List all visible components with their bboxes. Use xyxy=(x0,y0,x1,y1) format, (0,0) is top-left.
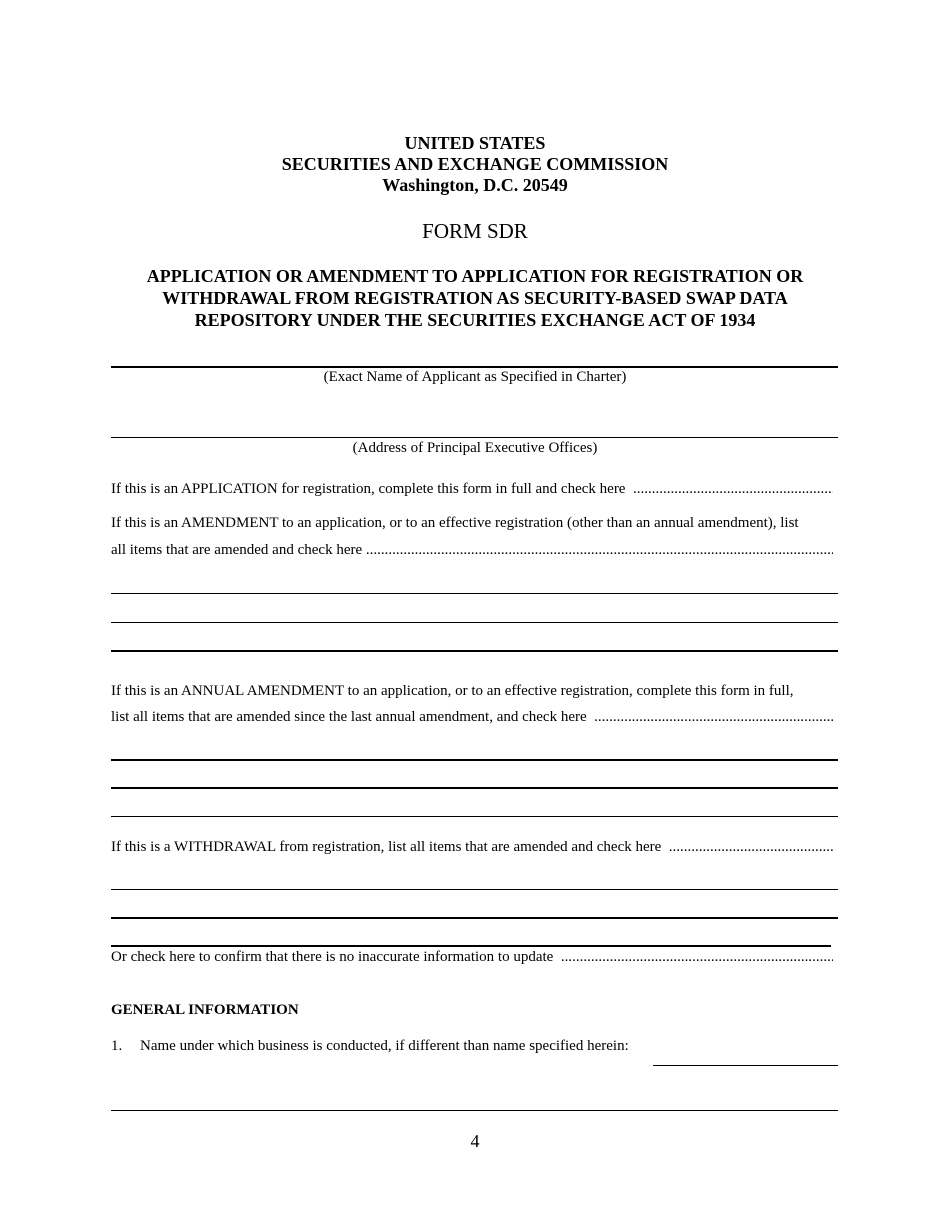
annual-items-field-2[interactable] xyxy=(111,787,838,789)
page-number: 4 xyxy=(470,1131,480,1151)
form-title: FORM SDR xyxy=(422,219,528,243)
withdrawal-items-field-1[interactable] xyxy=(111,889,838,890)
annual-amendment-check-label: list all items that are amended since the last annual amendment, and check here xyxy=(111,709,587,725)
address-caption: (Address of Principal Executive Offices) xyxy=(352,440,598,456)
header-address: Washington, D.C. 20549 xyxy=(382,175,568,195)
business-name-field[interactable] xyxy=(653,1065,838,1066)
application-title-line1: APPLICATION OR AMENDMENT TO APPLICATION FOR REGISTRATION OR xyxy=(146,266,804,286)
amendment-items-field-2[interactable] xyxy=(111,622,838,623)
annual-items-field-3[interactable] xyxy=(111,816,838,817)
annual-items-field-1[interactable] xyxy=(111,759,838,761)
application-title xyxy=(110,265,840,331)
agency-header xyxy=(0,133,950,196)
general-info-item-1 xyxy=(111,1038,629,1055)
leader-dots xyxy=(594,709,833,725)
item-text: Name under which business is conducted, if different than name specified herein: xyxy=(140,1038,629,1054)
amendment-text-line1: If this is an AMENDMENT to an application, or to an effective registration (other than an annual amendment), list xyxy=(111,515,799,531)
applicant-name-field[interactable] xyxy=(111,366,838,368)
application-title-line2: WITHDRAWAL FROM REGISTRATION AS SECURITY-BASED SWAP DATA xyxy=(162,288,788,308)
withdrawal-check[interactable] xyxy=(111,839,833,856)
header-country: UNITED STATES xyxy=(404,133,546,153)
header-agency: SECURITIES AND EXCHANGE COMMISSION xyxy=(281,154,669,174)
application-check[interactable] xyxy=(111,481,833,498)
item-number: 1. xyxy=(111,1038,123,1054)
applicant-name-caption: (Exact Name of Applicant as Specified in Charter) xyxy=(323,369,627,385)
leader-dots xyxy=(669,839,833,855)
general-information-heading: GENERAL INFORMATION xyxy=(111,1002,299,1018)
no-update-check[interactable] xyxy=(111,949,833,966)
application-title-line3: REPOSITORY UNDER THE SECURITIES EXCHANGE ACT OF 1934 xyxy=(194,310,756,330)
amendment-items-field-3[interactable] xyxy=(111,650,838,652)
no-update-check-label: Or check here to confirm that there is no inaccurate information to update xyxy=(111,949,554,965)
leader-dots xyxy=(633,481,833,497)
amendment-check[interactable] xyxy=(111,542,833,559)
amendment-items-field-1[interactable] xyxy=(111,593,838,594)
leader-dots xyxy=(561,949,833,965)
annual-amendment-text-line1: If this is an ANNUAL AMENDMENT to an application, or to an effective registration, complete this form in full, xyxy=(111,683,794,699)
address-field[interactable] xyxy=(111,437,838,438)
amendment-check-label: all items that are amended and check here xyxy=(111,542,363,558)
annual-amendment-check[interactable] xyxy=(111,709,833,726)
application-check-label: If this is an APPLICATION for registration, complete this form in full and check here xyxy=(111,481,626,497)
leader-dots xyxy=(366,542,833,558)
withdrawal-items-field-2[interactable] xyxy=(111,917,838,919)
business-name-field-continued[interactable] xyxy=(111,1110,838,1111)
withdrawal-check-label: If this is a WITHDRAWAL from registration, list all items that are amended and check here xyxy=(111,839,662,855)
withdrawal-items-field-3[interactable] xyxy=(111,945,831,947)
